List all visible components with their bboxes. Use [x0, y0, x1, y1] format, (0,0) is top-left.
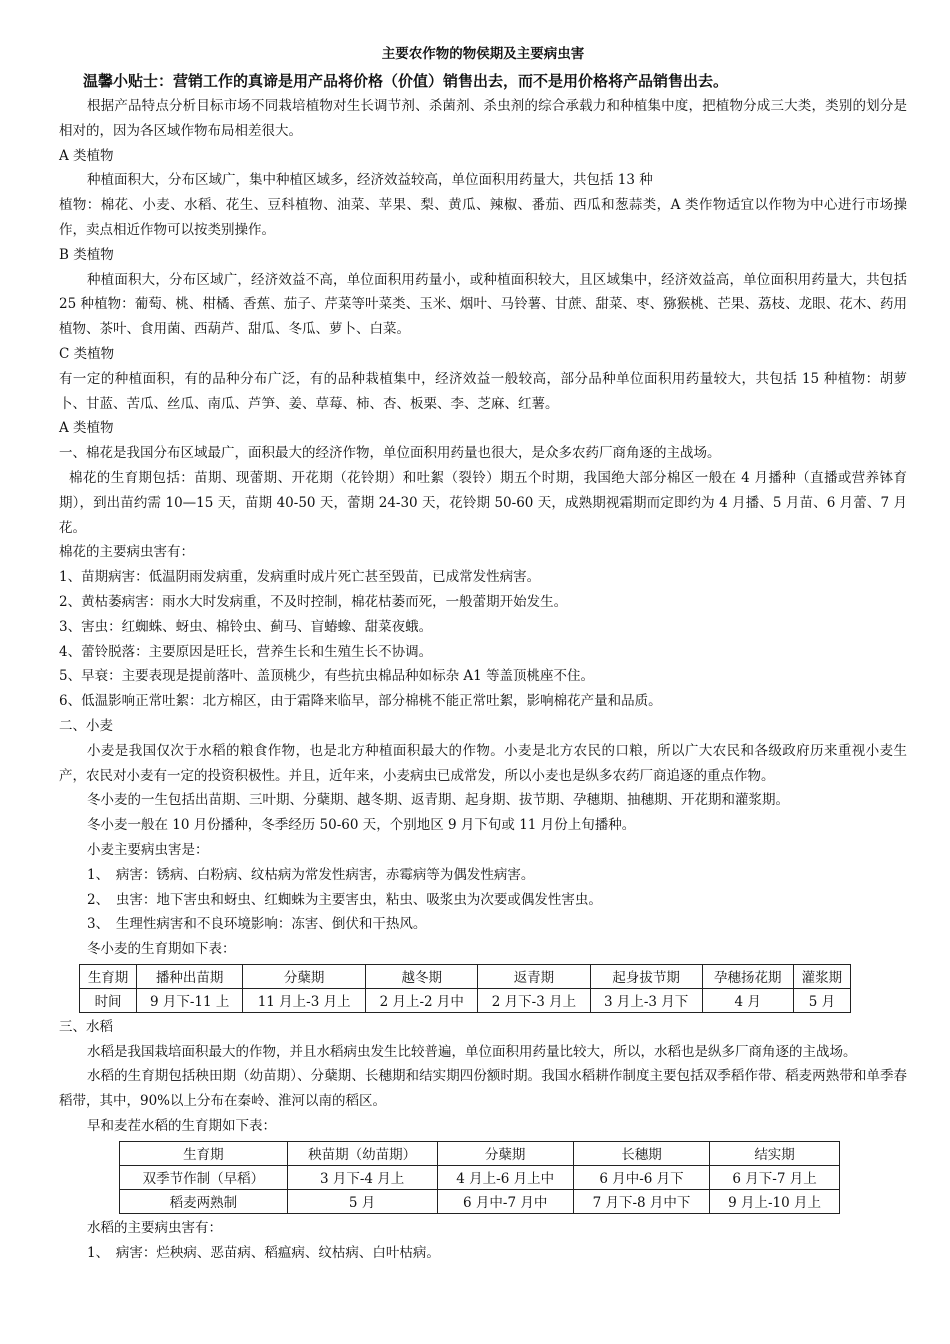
- tip-line: 温馨小贴士：营销工作的真谛是用产品将价格（价值）销售出去，而不是用价格将产品销售出去。: [83, 72, 729, 90]
- section-a-heading: A 类植物: [59, 147, 114, 164]
- table-cell: 9 月下-11 上: [137, 988, 243, 1012]
- table-cell: 2 月下-3 月上: [478, 988, 590, 1012]
- cotton-heading: 一、棉花是我国分布区域最广，面积最大的经济作物，单位面积用药量也很大，是众多农药厂商角逐的主战场。: [59, 445, 721, 462]
- section-c-heading: C 类植物: [59, 345, 115, 362]
- table-cell: 结实期: [710, 1141, 840, 1165]
- section-a-paragraph-2: 植物：棉花、小麦、水稻、花生、豆科植物、油菜、苹果、梨、黄瓜、辣椒、番茄、西瓜和葱蒜类，A 类作物适宜以作物为中心进行市场操作，卖点相近作物可以按类别操作。: [59, 197, 907, 238]
- cotton-pests-heading: 棉花的主要病虫害有：: [59, 544, 194, 561]
- wheat-growth-table: [79, 964, 851, 1013]
- section-a-paragraph-1: 种植面积大，分布区域广，集中种植区域多，经济效益较高，单位面积用药量大，共包括 13 种: [87, 172, 653, 189]
- wheat-item: 1、 病害：锈病、白粉病、纹枯病为常发性病害，赤霉病等为偶发性病害。: [87, 866, 535, 883]
- section-b-heading: B 类植物: [59, 246, 114, 263]
- table-cell: 分蘖期: [243, 964, 366, 988]
- table-cell: 双季节作制（早稻）: [120, 1165, 288, 1189]
- table-cell: 7 月下-8 月中下: [573, 1189, 709, 1213]
- cotton-item: 4、蕾铃脱落：主要原因是旺长，营养生长和生殖生长不协调。: [59, 643, 433, 660]
- table-cell: 稻麦两熟制: [120, 1189, 288, 1213]
- intro-paragraph: 根据产品特点分析目标市场不同栽培植物对生长调节剂、杀菌剂、杀虫剂的综合承载力和种植集中度，把植物分成三大类，类别的划分是相对的，因为各区域作物布局相差很大。: [59, 98, 907, 139]
- table-cell: 5 月: [287, 1189, 437, 1213]
- wheat-pests-heading: 小麦主要病虫害是：: [87, 841, 209, 858]
- table-cell: 生育期: [120, 1141, 288, 1165]
- section-a-heading-2: A 类植物: [59, 420, 114, 437]
- cotton-item: 5、早衰：主要表现是提前落叶、盖顶桃少，有些抗虫棉品种如标杂 A1 等盖顶桃座不住。: [59, 668, 595, 685]
- document-title: 主要农作物的物侯期及主要病虫害: [381, 46, 585, 62]
- rice-paragraph-2: 水稻的生育期包括秧田期（幼苗期）、分蘖期、长穗期和结实期四份额时期。我国水稻耕作制度主要包括双季稻作带、稻麦两熟带和单季春稻带，其中，90%以上分布在秦岭、淮河以南的稻区。: [59, 1068, 907, 1110]
- wheat-paragraph-1: 小麦是我国仅次于水稻的粮食作物，也是北方种植面积最大的作物。小麦是北方农民的口粮，所以广大农民和各级政府历来重视小麦生产，农民对小麦有一定的投资积极性。并且，近年来，小麦病虫已成常发，所以小麦也是纵多农药厂商追逐的重点作物。: [59, 742, 907, 784]
- table-cell: 6 月下-7 月上: [710, 1165, 840, 1189]
- wheat-paragraph-3: 冬小麦一般在 10 月份播种，冬季经历 50-60 天，个别地区 9 月下旬或 11 月份上旬播种。: [87, 817, 636, 834]
- table-cell: 2 月上-2 月中: [366, 988, 478, 1012]
- rice-item: 1、 病害：烂秧病、恶苗病、稻瘟病、纹枯病、白叶枯病。: [87, 1244, 440, 1261]
- rice-heading: 三、水稻: [59, 1018, 113, 1035]
- table-cell: 秧苗期（幼苗期）: [287, 1141, 437, 1165]
- wheat-heading: 二、小麦: [59, 717, 113, 734]
- table-cell: 长穗期: [573, 1141, 709, 1165]
- cotton-item: 2、黄枯萎病害：雨水大时发病重，不及时控制，棉花枯萎而死，一般蕾期开始发生。: [59, 593, 568, 610]
- cotton-paragraph: 棉花的生育期包括：苗期、现蕾期、开花期（花铃期）和吐絮（裂铃）期五个时期，我国绝大部分棉区一般在 4 月播种（直播或营养钵育期），到出苗约需 10—15 天，苗期 40-50 天，蕾期 24-30 天，花铃期 50-60 天，成熟期视霜期而定即约为 4 月播、5 月苗、6 月蕾、7 月花。: [59, 469, 907, 536]
- wheat-item: 2、 虫害：地下害虫和蚜虫、红蜘蛛为主要害虫，粘虫、吸浆虫为次要或偶发性害虫。: [87, 891, 602, 908]
- rice-paragraph-1: 水稻是我国栽培面积最大的作物，并且水稻病虫发生比较普遍，单位面积用药量比较大，所以，水稻也是纵多厂商角逐的主战场。: [87, 1043, 857, 1060]
- table-cell: 分蘖期: [437, 1141, 573, 1165]
- table-cell: 5 月: [793, 988, 850, 1012]
- table-cell: 11 月上-3 月上: [243, 988, 366, 1012]
- table-cell: 6 月中-7 月中: [437, 1189, 573, 1213]
- table-cell: 6 月中-6 月下: [573, 1165, 709, 1189]
- table-cell: 孕穗扬花期: [702, 964, 793, 988]
- table-cell: 时间: [80, 988, 137, 1012]
- cotton-item: 1、苗期病害：低温阴雨发病重，发病重时成片死亡甚至毁苗，已成常发性病害。: [59, 569, 541, 586]
- table-cell: 3 月下-4 月上: [287, 1165, 437, 1189]
- section-c-paragraph: 有一定的种植面积，有的品种分布广泛，有的品种栽植集中，经济效益一般较高，部分品种单位面积用药量较大，共包括 15 种植物：胡萝卜、甘蓝、苦瓜、丝瓜、南瓜、芦笋、姜、草莓、柿、杏、板栗、李、芝麻、红薯。: [59, 370, 907, 412]
- wheat-item: 3、 生理性病害和不良环境影响：冻害、倒伏和干热风。: [87, 916, 427, 933]
- rice-pests-heading: 水稻的主要病虫害有：: [87, 1219, 222, 1236]
- table-cell: 返青期: [478, 964, 590, 988]
- wheat-table-caption: 冬小麦的生育期如下表：: [87, 941, 236, 958]
- table-header-row: [120, 1141, 840, 1165]
- table-cell: 越冬期: [366, 964, 478, 988]
- table-cell: 9 月上-10 月上: [710, 1189, 840, 1213]
- table-cell: 生育期: [80, 964, 137, 988]
- table-row: [120, 1165, 840, 1189]
- document-page: [59, 40, 907, 1265]
- table-cell: 3 月上-3 月下: [590, 988, 702, 1012]
- section-b-paragraph: 种植面积大，分布区域广，经济效益不高，单位面积用药量小，或种植面积较大，且区域集中，经济效益高，单位面积用药量大，共包括 25 种植物：葡萄、桃、柑橘、香蕉、茄子、芹菜等叶菜类、玉米、烟叶、马铃薯、甘蔗、甜菜、枣、猕猴桃、芒果、荔枝、龙眼、花木、药用植物、茶叶、食用菌、西葫芦、甜瓜、冬瓜、萝卜、白菜。: [59, 271, 907, 338]
- cotton-item: 6、低温影响正常吐絮：北方棉区，由于霜降来临早，部分棉桃不能正常吐絮，影响棉花产量和品质。: [59, 693, 662, 710]
- rice-table-caption: 早和麦茬水稻的生育期如下表：: [87, 1118, 276, 1135]
- cotton-item: 3、害虫：红蜘蛛、蚜虫、棉铃虫、蓟马、盲蝽蟓、甜菜夜蛾。: [59, 618, 433, 635]
- table-row: [120, 1189, 840, 1213]
- table-cell: 起身拔节期: [590, 964, 702, 988]
- table-cell: 灌浆期: [793, 964, 850, 988]
- table-row: [80, 988, 851, 1012]
- rice-growth-table: [119, 1141, 840, 1214]
- table-header-row: [80, 964, 851, 988]
- wheat-paragraph-2: 冬小麦的一生包括出苗期、三叶期、分蘖期、越冬期、返青期、起身期、拔节期、孕穗期、抽穗期、开花期和灌浆期。: [87, 792, 789, 809]
- table-cell: 播种出苗期: [137, 964, 243, 988]
- table-cell: 4 月上-6 月上中: [437, 1165, 573, 1189]
- table-cell: 4 月: [702, 988, 793, 1012]
